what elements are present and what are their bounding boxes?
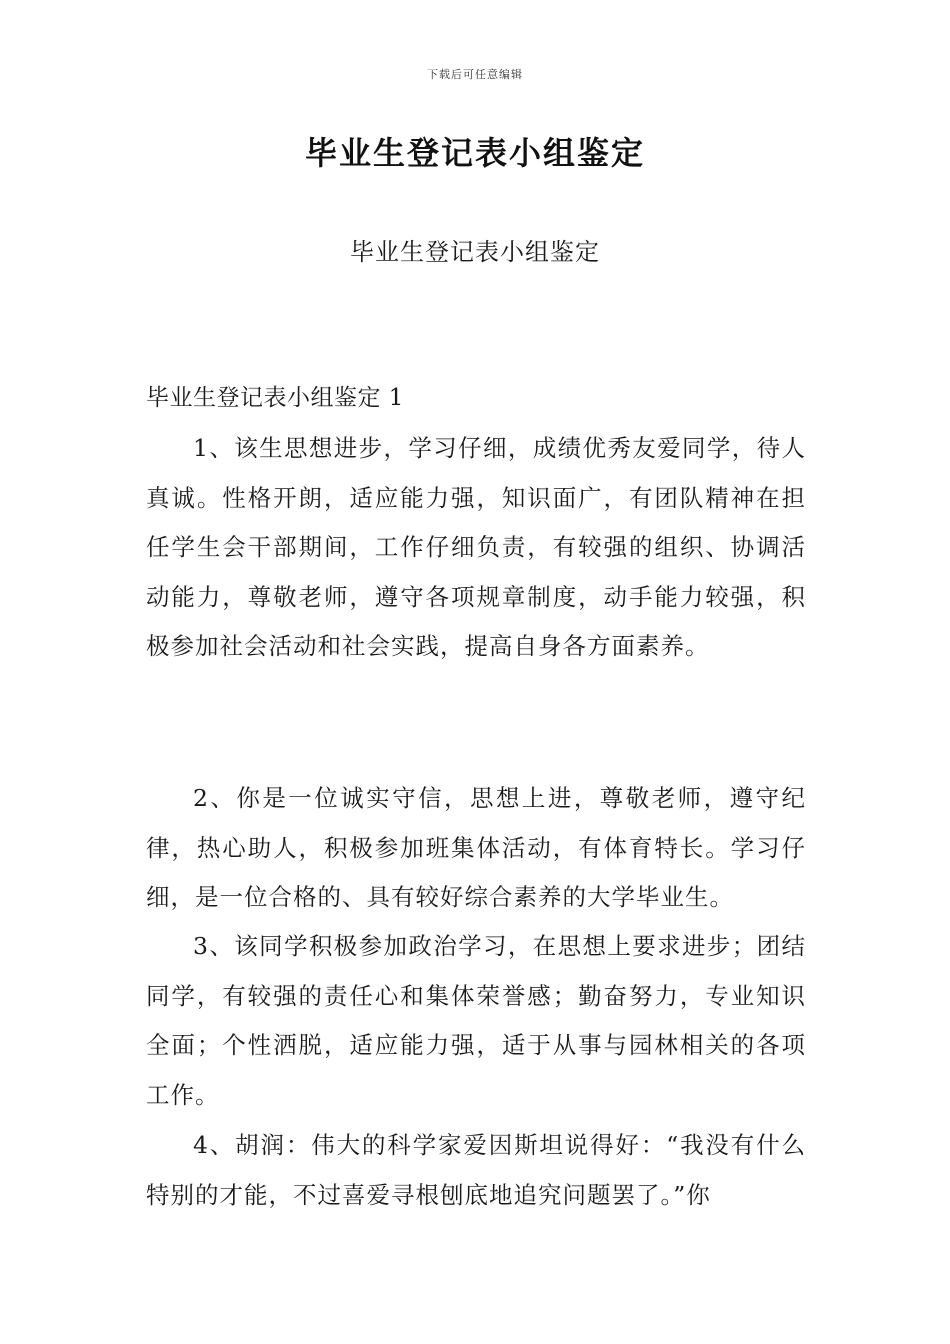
document-title: 毕业生登记表小组鉴定 [304, 134, 645, 172]
paragraph-1: 1、该生思想进步，学习仔细，成绩优秀友爱同学，待人真诚。性格开朗，适应能力强，知识面广，有团队精神在担任学生会干部期间，工作仔细负责，有较强的组织、协调活动能力，尊敬老师，遵守各项规章制度，动手能力较强，积极参加社会活动和社会实践，提高自身各方面素养。 [146, 434, 806, 661]
paragraph-3: 3、该同学积极参加政治学习，在思想上要求进步；团结同学，有较强的责任心和集体荣誉感；勤奋努力，专业知识全面；个性洒脱，适应能力强，适于从事与园林相关的各项工作。 [146, 932, 806, 1109]
paragraph-2: 2、你是一位诚实守信，思想上进，尊敬老师，遵守纪律，热心助人，积极参加班集体活动，有体育特长。学习仔细，是一位合格的、具有较好综合素养的大学毕业生。 [146, 784, 806, 912]
section-heading: 毕业生登记表小组鉴定 1 [146, 385, 404, 411]
paragraph-4: 4、胡润：伟大的科学家爱因斯坦说得好：“我没有什么特别的才能，不过喜爱寻根刨底地追究问题罢了。”你 [146, 1131, 806, 1209]
document-subtitle: 毕业生登记表小组鉴定 [350, 238, 600, 266]
header-note: 下载后可任意编辑 [427, 68, 523, 81]
